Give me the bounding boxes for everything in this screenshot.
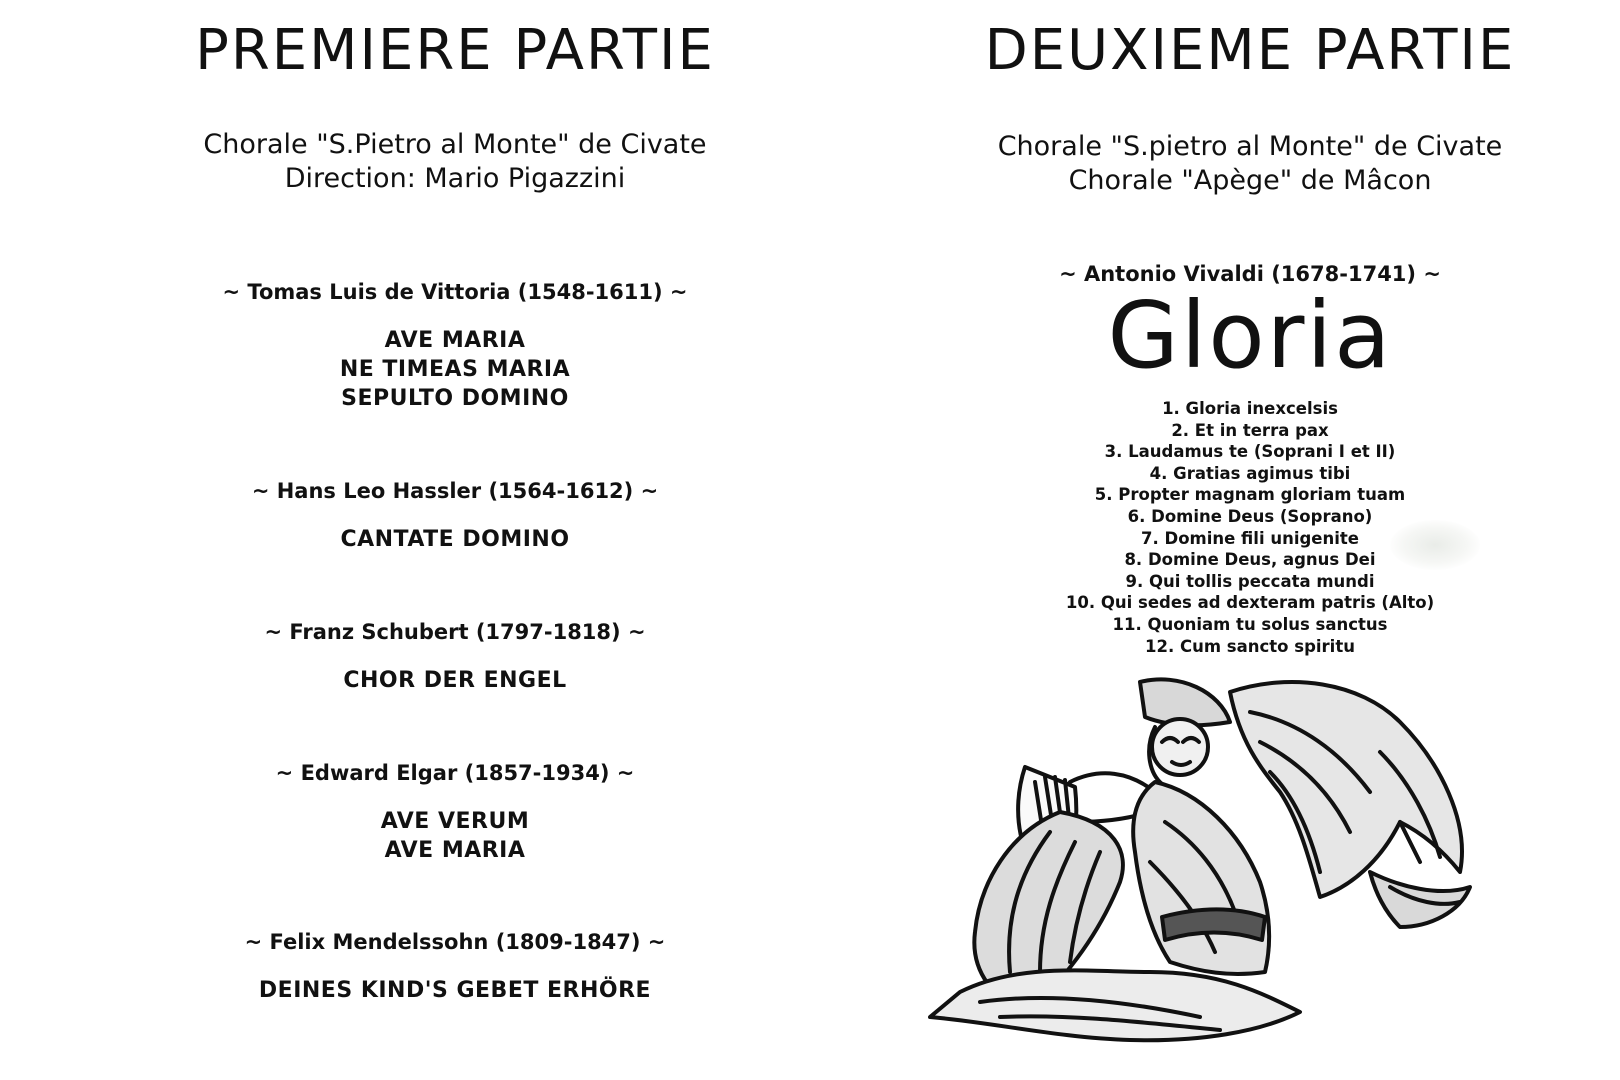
page-deuxieme-partie [880, 0, 1620, 1080]
program-section [0, 479, 910, 554]
program-section [0, 280, 910, 413]
work-title: AVE MARIA [384, 328, 526, 353]
movement-item: 3. Laudamus te (Soprani I et II) [1104, 442, 1396, 462]
movement-item: 10. Qui sedes ad dexteram patris (Alto) [1065, 593, 1435, 613]
movement-item: 4. Gratias agimus tibi [1149, 463, 1351, 483]
composer-name: ~ Hans Leo Hassler (1564-1612) ~ [251, 479, 659, 503]
movement-item: 6. Domine Deus (Soprano) [1127, 506, 1373, 526]
work-title: AVE MARIA [384, 838, 526, 863]
movement-item: 11. Quoniam tu solus sanctus [1112, 614, 1388, 634]
work-title: CANTATE DOMINO [340, 527, 570, 552]
work-title: CHOR DER ENGEL [343, 668, 567, 693]
choir-info [880, 130, 1620, 198]
program-section [0, 930, 910, 1005]
work-title: DEINES KIND'S GEBET ERHÖRE [258, 978, 652, 1003]
angel-illustration [900, 672, 1520, 1052]
composer-name: ~ Edward Elgar (1857-1934) ~ [275, 761, 635, 785]
program-section [0, 620, 910, 695]
movement-item: 5. Propter magnam gloriam tuam [1094, 485, 1406, 505]
choir-line: Chorale "Apège" de Mâcon [1068, 165, 1432, 196]
choir-info [0, 128, 910, 196]
composer-name: ~ Felix Mendelssohn (1809-1847) ~ [244, 930, 666, 954]
work-title: NE TIMEAS MARIA [339, 357, 571, 382]
movement-item: 1. Gloria inexcelsis [1162, 399, 1338, 418]
movement-item: 8. Domine Deus, agnus Dei [1124, 550, 1376, 570]
movement-item: 2. Et in terra pax [1171, 420, 1329, 440]
work-title-gloria: Gloria [1107, 282, 1393, 389]
composer-name: ~ Franz Schubert (1797-1818) ~ [264, 620, 646, 644]
part-title: PREMIERE PARTIE [195, 18, 715, 83]
movement-item: 7. Domine fili unigenite [1141, 528, 1359, 548]
part-title: DEUXIEME PARTIE [984, 18, 1516, 83]
choir-line: Chorale "S.pietro al Monte" de Civate [997, 131, 1503, 162]
movement-list [880, 398, 1620, 657]
direction-line: Direction: Mario Pigazzini [284, 163, 626, 194]
work-title: SEPULTO DOMINO [341, 386, 569, 411]
work-title: AVE VERUM [380, 809, 530, 834]
choir-line: Chorale "S.Pietro al Monte" de Civate [203, 129, 707, 160]
movement-item: 9. Qui tollis peccata mundi [1125, 571, 1375, 591]
program-section [0, 761, 910, 865]
composer-name: ~ Antonio Vivaldi (1678-1741) ~ [1059, 262, 1441, 286]
movement-item: 12. Cum sancto spiritu [1145, 636, 1355, 656]
composer-name: ~ Tomas Luis de Vittoria (1548-1611) ~ [222, 280, 688, 304]
paper-smudge [1390, 520, 1480, 570]
